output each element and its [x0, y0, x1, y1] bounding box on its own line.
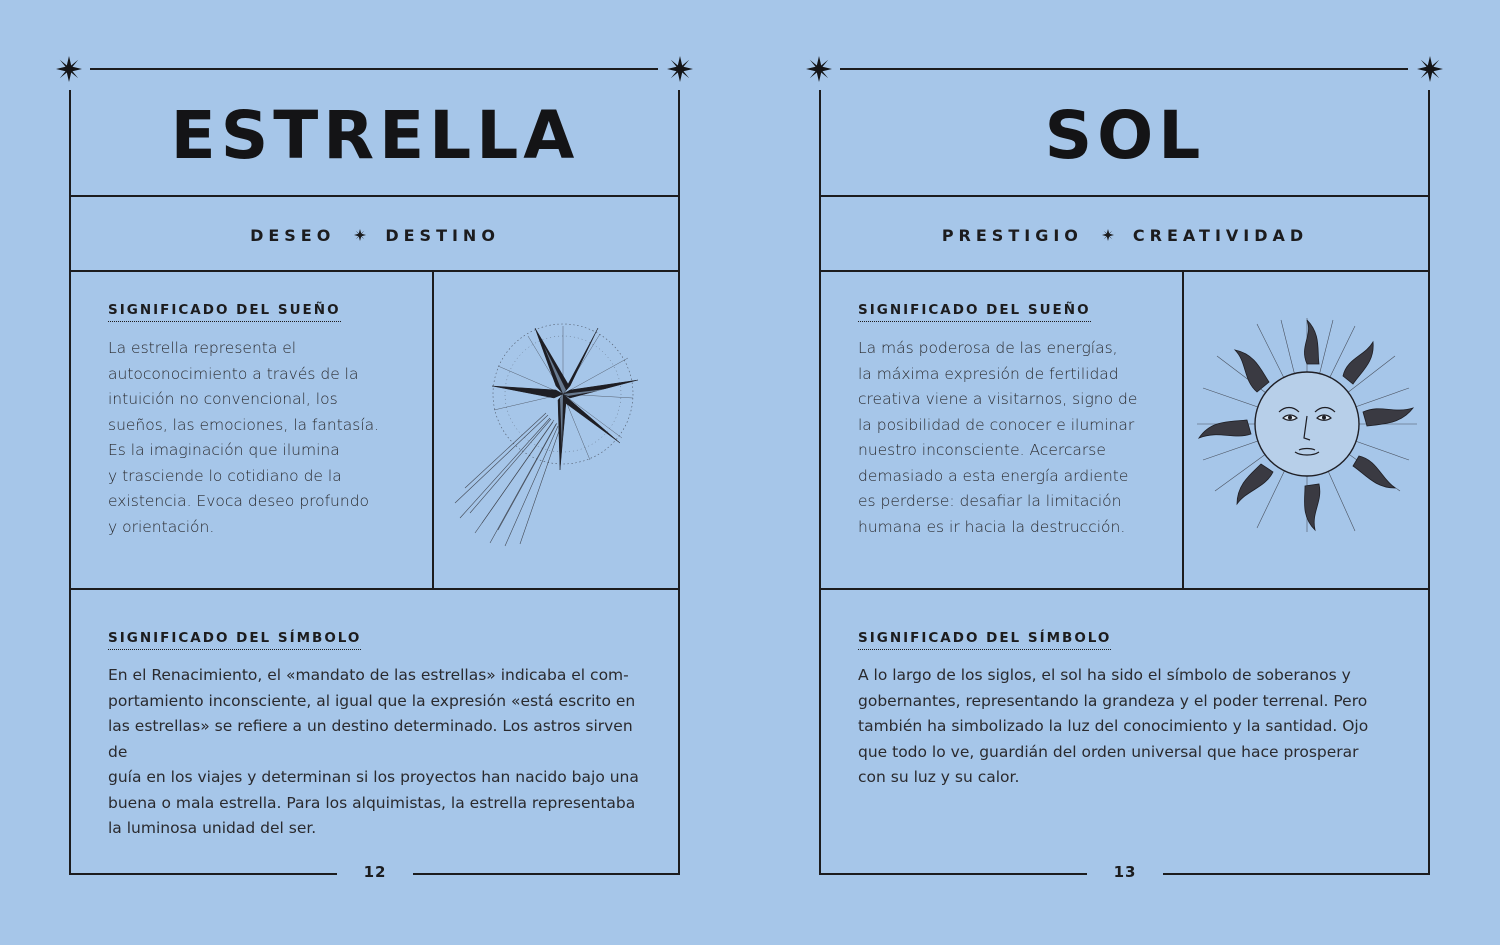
bottom-rule — [413, 873, 680, 875]
symbol-meaning-heading: SIGNIFICADO DEL SÍMBOLO — [858, 630, 1111, 650]
keyword: CREATIVIDAD — [1132, 225, 1309, 245]
symbol-meaning-text: En el Renacimiento, el «mandato de las estrellas» indicaba el com- portamiento inconsciente, al igual que la expresión «está escrito en las estrellas» se refiere a un destino determinado. Los astros sirven de guía en los viajes y determinan si los proyectos han nacido bajo una buena o mala estrella. Para los alquimistas, la estrella representaba la luminosa unidad del ser. — [108, 666, 639, 837]
dream-meaning-heading: SIGNIFICADO DEL SUEÑO — [858, 302, 1091, 322]
divider — [70, 195, 680, 197]
divider — [820, 270, 1430, 272]
corner-star-icon — [55, 55, 83, 83]
divider — [820, 588, 1430, 590]
dream-meaning-text: La estrella representa el autoconocimiento a través de la intuición no convencional, los sueños, las emociones, la fantasía. Es la imaginación que ilumina y trasciende lo cotidiano de la existencia. Evoca deseo profundo y orientación. — [108, 339, 380, 536]
symbol-meaning-heading: SIGNIFICADO DEL SÍMBOLO — [108, 630, 361, 650]
keyword: DESTINO — [385, 225, 500, 245]
shooting-star-icon — [450, 318, 650, 553]
star-separator-icon — [353, 228, 367, 242]
keyword: PRESTIGIO — [941, 225, 1083, 245]
symbol-meaning-text: A lo largo de los siglos, el sol ha sido el símbolo de soberanos y gobernantes, representando la grandeza y el poder terrenal. Pero también ha simbolizado la luz del conocimiento y la santidad. Ojo que todo lo ve, guardián del orden universal que hace prosperar con su luz y su calor. — [858, 666, 1369, 786]
divider — [820, 195, 1430, 197]
bottom-rule — [820, 873, 1087, 875]
keywords — [70, 222, 680, 248]
frame-left — [819, 90, 821, 875]
page-title: SOL — [1044, 97, 1206, 174]
page-number: 12 — [363, 863, 387, 881]
corner-star-icon — [805, 55, 833, 83]
dream-meaning-text: La más poderosa de las energías, la máxima expresión de fertilidad creativa viene a visitarnos, signo de la posibilidad de conocer e iluminar nuestro inconsciente. Acercarse demasiado a esta energía ardiente es perderse: desafiar la limitación humana es ir hacia la destrucción. — [858, 339, 1138, 536]
keyword: DESEO — [250, 225, 336, 245]
divider-vertical — [1182, 271, 1184, 589]
top-rule — [840, 68, 1408, 70]
star-separator-icon — [1101, 228, 1115, 242]
right-page — [750, 0, 1500, 945]
corner-star-icon — [666, 55, 694, 83]
frame-right — [678, 90, 680, 875]
bottom-rule — [70, 873, 337, 875]
corner-star-icon — [1416, 55, 1444, 83]
page-number: 13 — [1113, 863, 1137, 881]
top-rule — [90, 68, 658, 70]
frame-left — [69, 90, 71, 875]
dream-meaning-heading: SIGNIFICADO DEL SUEÑO — [108, 302, 341, 322]
keywords — [820, 222, 1430, 248]
divider-vertical — [432, 271, 434, 589]
bottom-rule — [1163, 873, 1430, 875]
divider — [70, 270, 680, 272]
divider — [70, 588, 680, 590]
frame-right — [1428, 90, 1430, 875]
page-title: ESTRELLA — [170, 97, 580, 174]
sun-face-icon — [1195, 316, 1420, 534]
